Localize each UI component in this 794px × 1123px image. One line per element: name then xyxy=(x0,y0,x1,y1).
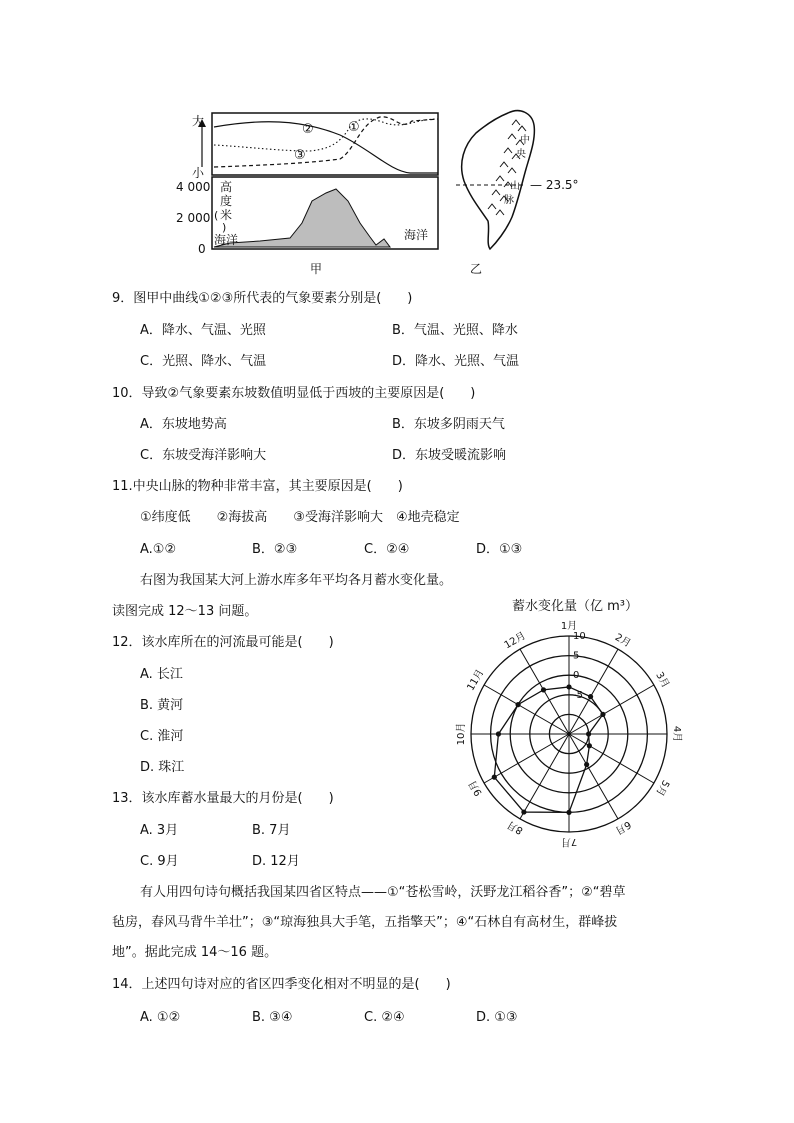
curve-label-3: ③ xyxy=(294,148,306,163)
range-char-1: 中 xyxy=(520,135,530,146)
question-14-stem: 14．上述四句诗对应的省区四季变化相对不明显的是( ) xyxy=(112,977,451,992)
tropic-label: — 23.5° xyxy=(530,178,579,192)
month-label: 1月 xyxy=(560,621,578,632)
data-point xyxy=(496,731,501,736)
q13-option-b[interactable]: B. 7月 xyxy=(252,823,291,838)
q10-option-b[interactable]: B．东坡多阴雨天气 xyxy=(392,417,505,432)
intro-14-16-line1: 有人用四句诗句概括我国某四省区特点——①“苍松雪岭，沃野龙江稻谷香”；②“碧草 xyxy=(140,885,626,900)
month-label: 4月 xyxy=(671,725,682,743)
curve-1 xyxy=(214,117,438,167)
caption-jia: 甲 xyxy=(310,262,323,276)
month-label: 7月 xyxy=(560,836,578,847)
data-point xyxy=(600,712,605,717)
tick-0: 0 xyxy=(198,242,206,256)
q11-option-b[interactable]: B．②③ xyxy=(252,542,298,557)
data-point xyxy=(515,702,520,707)
q11-option-c[interactable]: C．②④ xyxy=(364,542,410,557)
island-map xyxy=(456,111,579,249)
question-9-stem: 9．图甲中曲线①②③所代表的气象要素分别是( ) xyxy=(112,291,413,306)
elevation-profile-panel xyxy=(176,177,438,256)
month-label: 8月 xyxy=(505,818,526,836)
mountain-profile xyxy=(214,189,390,247)
y-top-label: 大 xyxy=(192,114,205,128)
month-label: 3月 xyxy=(653,670,671,691)
q10-option-a[interactable]: A．东坡地势高 xyxy=(140,417,227,432)
grid-spoke xyxy=(569,734,654,783)
question-12-stem: 12．该水库所在的河流最可能是( ) xyxy=(112,635,334,650)
q13-option-d[interactable]: D. 12月 xyxy=(252,854,300,869)
question-10-stem: 10．导致②气象要素东坡数值明显低于西坡的主要原因是( ) xyxy=(112,386,476,401)
intro-12-13-line2: 读图完成 12～13 问题。 xyxy=(112,604,258,619)
data-point xyxy=(521,809,526,814)
intro-14-16-line2: 毡房，春风马背牛羊壮”；③“琼海独具大手笔，五指擎天”；④“石林自有高材生，群峰拔 xyxy=(112,915,618,930)
y-bottom-label: 小 xyxy=(192,166,205,180)
data-point xyxy=(566,684,571,689)
question-11-stem: 11.中央山脉的物种非常丰富，其主要原因是( ) xyxy=(112,479,403,494)
q13-option-c[interactable]: C. 9月 xyxy=(140,854,179,869)
intro-12-13-line1: 右图为我国某大河上游水库多年平均各月蓄水变化量。 xyxy=(140,573,453,588)
axis-char-4: ) xyxy=(222,221,227,234)
radial-tick-label: 10 xyxy=(573,631,586,642)
month-label: 11月 xyxy=(465,667,487,693)
storage-change-line xyxy=(494,687,603,812)
grid-spoke xyxy=(520,734,569,819)
q12-option-c[interactable]: C. 淮河 xyxy=(140,729,184,744)
q11-factors: ①纬度低 ②海拔高 ③受海洋影响大 ④地壳稳定 xyxy=(140,510,460,525)
axis-char-2: 度 xyxy=(220,194,233,208)
tick-4000: 4 000 xyxy=(176,180,211,194)
axis-char-3: 米 xyxy=(220,208,233,222)
data-point xyxy=(586,731,591,736)
month-label: 9月 xyxy=(467,777,485,798)
data-point xyxy=(566,810,571,815)
axis-open-paren: ( xyxy=(214,209,219,222)
radial-tick-label: -5 xyxy=(573,689,583,701)
weather-curves-panel xyxy=(192,113,438,180)
data-point xyxy=(541,687,546,692)
grid-spoke xyxy=(569,734,618,819)
data-point xyxy=(584,762,589,767)
curve-label-1: ① xyxy=(348,120,360,135)
range-char-3: 山 xyxy=(510,181,520,192)
q13-option-a[interactable]: A. 3月 xyxy=(140,823,179,838)
data-point xyxy=(588,694,593,699)
q12-option-a[interactable]: A. 长江 xyxy=(140,667,183,682)
axis-char-1: 高 xyxy=(220,180,233,194)
reservoir-radar-chart xyxy=(455,596,695,858)
radial-tick-label: 0 xyxy=(573,670,580,682)
grid-spoke xyxy=(484,685,569,734)
range-char-4: 脉 xyxy=(504,195,514,206)
range-char-2: 央 xyxy=(516,149,526,160)
q10-option-d[interactable]: D．东坡受暖流影响 xyxy=(392,448,507,463)
q11-option-a[interactable]: A.①② xyxy=(140,542,177,557)
data-point xyxy=(492,775,497,780)
q9-option-c[interactable]: C．光照、降水、气温 xyxy=(140,354,267,369)
q9-option-a[interactable]: A．降水、气温、光照 xyxy=(140,323,266,338)
q10-option-c[interactable]: C．东坡受海洋影响大 xyxy=(140,448,267,463)
q9-option-d[interactable]: D．降水、光照、气温 xyxy=(392,354,520,369)
q9-option-b[interactable]: B．气温、光照、降水 xyxy=(392,323,518,338)
radial-tick-label: 5 xyxy=(573,650,580,662)
month-label: 6月 xyxy=(612,818,633,836)
q11-option-d[interactable]: D．①③ xyxy=(476,542,523,557)
month-label: 2月 xyxy=(612,632,633,650)
ocean-right-label: 海洋 xyxy=(404,228,429,242)
radar-series xyxy=(492,684,606,815)
ocean-left-label: 海洋 xyxy=(214,233,239,247)
caption-yi: 乙 xyxy=(470,262,483,276)
month-label: 10月 xyxy=(456,722,467,746)
q12-option-d[interactable]: D. 珠江 xyxy=(140,760,185,775)
tick-2000: 2 000 xyxy=(176,211,211,225)
q14-option-b[interactable]: B. ③④ xyxy=(252,1010,293,1025)
month-label: 12月 xyxy=(502,630,528,652)
q12-option-b[interactable]: B. 黄河 xyxy=(140,698,184,713)
chart-title: 蓄水变化量（亿 m³） xyxy=(511,599,639,614)
q14-option-d[interactable]: D. ①③ xyxy=(476,1010,518,1025)
curve-label-2: ② xyxy=(302,122,314,137)
grid-spoke xyxy=(484,734,569,783)
figure-profile-and-island xyxy=(176,105,580,285)
island-outline xyxy=(462,111,535,249)
data-point xyxy=(587,743,592,748)
intro-14-16-line3: 地”。据此完成 14～16 题。 xyxy=(112,945,278,960)
q14-option-a[interactable]: A. ①② xyxy=(140,1010,181,1025)
month-label: 5月 xyxy=(653,777,671,798)
q14-option-c[interactable]: C. ②④ xyxy=(364,1010,405,1025)
question-13-stem: 13．该水库蓄水量最大的月份是( ) xyxy=(112,791,334,806)
